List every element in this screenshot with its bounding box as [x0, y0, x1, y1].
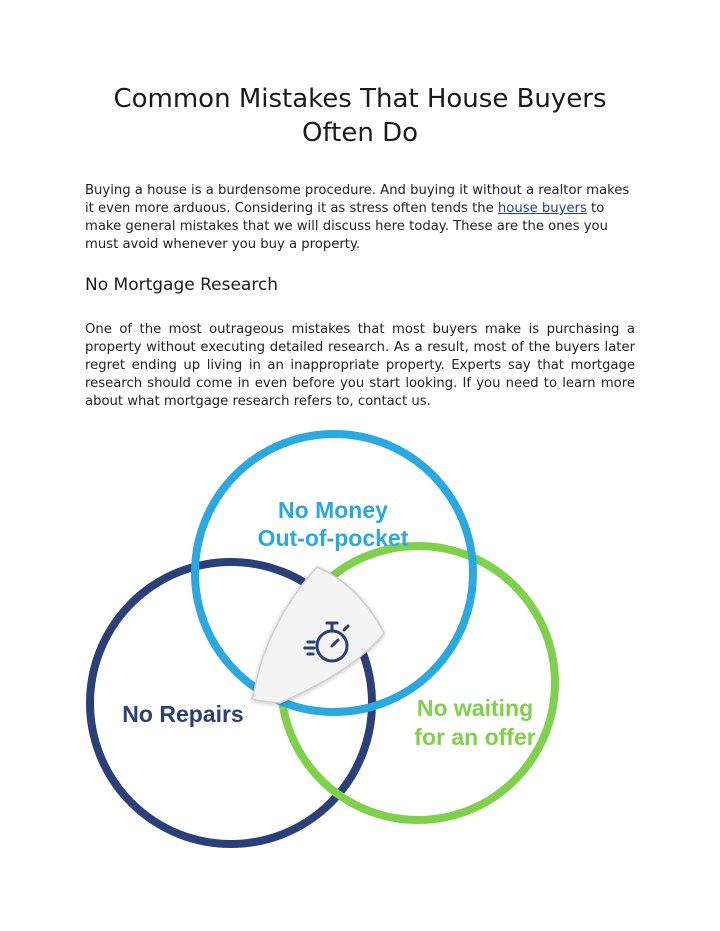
intro-paragraph	[85, 182, 635, 254]
house-buyers-link[interactable]: house buyers	[497, 201, 587, 216]
section-body: One of the most outrageous mistakes that most buyers make is purchasing a property without executing detailed research. As a result, most of the buyers later regret ending up living in an inappropriate property. Experts say that mortgage research should come in even before you start looking. If you need to learn more about what mortgage research refers to, contact us.	[85, 322, 635, 409]
intro-text-before-link: Buying a house is a burdensome procedure. And buying it without a realtor makes it even more arduous. Considering it as stress often tends the	[85, 183, 630, 216]
venn-center-region	[252, 567, 384, 703]
intro-text-after-link: to make general mistakes that we will discuss here today. These are the ones you must avoid whenever you buy a property.	[85, 201, 608, 252]
venn-diagram	[85, 425, 635, 865]
venn-right-label-line1: No waiting	[416, 695, 534, 721]
page-title: Common Mistakes That House Buyers Often Do	[113, 84, 607, 148]
venn-right-label-line2: for an offer	[414, 724, 536, 750]
section-heading: No Mortgage Research	[85, 275, 279, 295]
venn-top-label-line2: Out-of-pocket	[257, 525, 409, 551]
venn-top-label-line1: No Money	[278, 497, 388, 523]
venn-left-label: No Repairs	[122, 701, 244, 727]
